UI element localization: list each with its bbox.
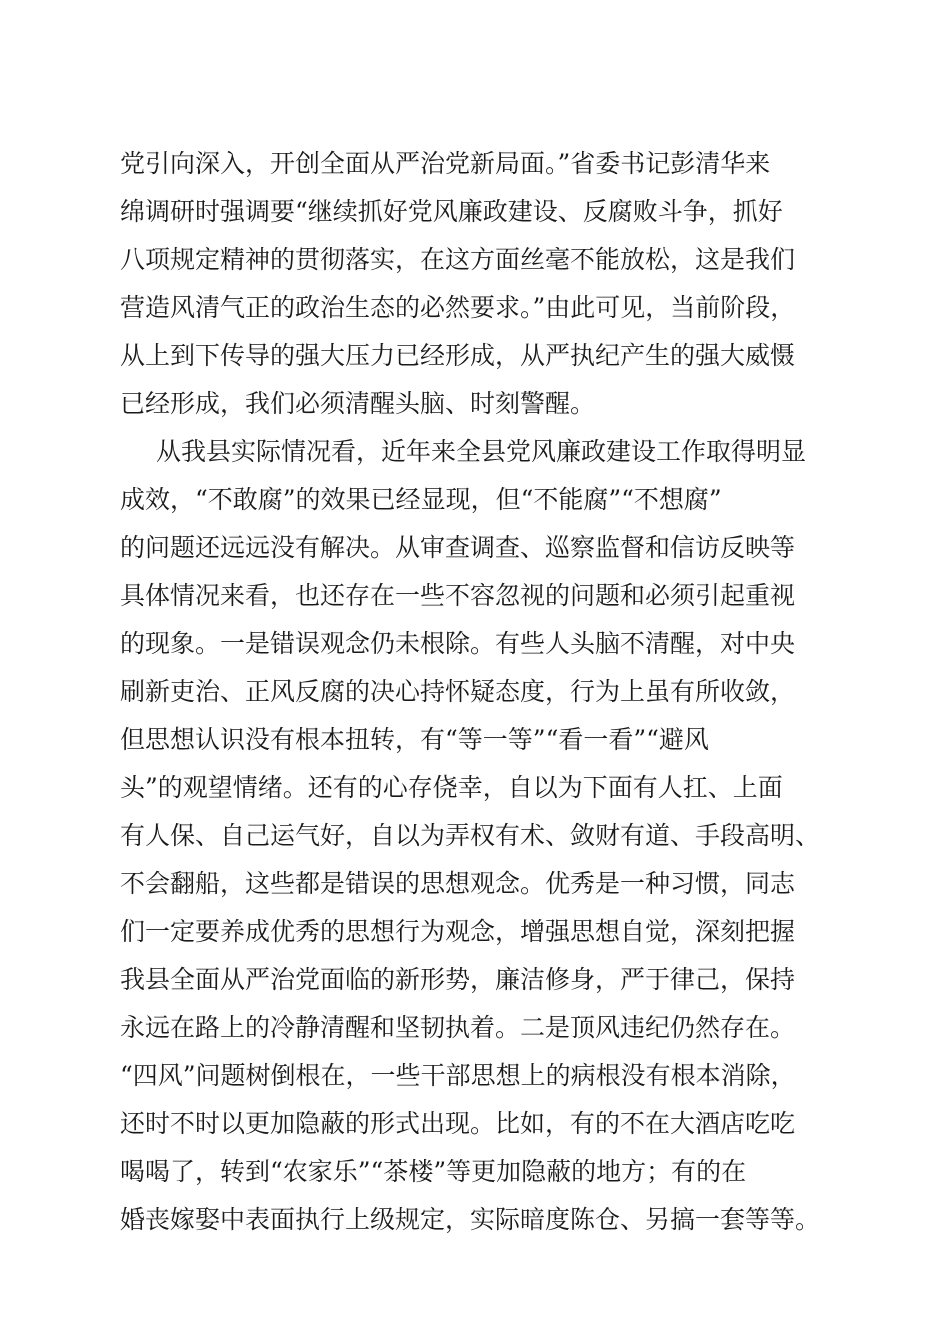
text-line: 不会翻船，这些都是错误的思想观念。优秀是一种习惯，同志 (120, 869, 796, 898)
text-line: 的现象。一是错误观念仍未根除。有些人头脑不清醒，对中央 (120, 629, 796, 658)
body-text (120, 140, 860, 1244)
text-line: 八项规定精神的贯彻落实，在这方面丝毫不能放松，这是我们 (120, 245, 796, 274)
text-line: “四风”问题树倒根在，一些干部思想上的病根没有根本消除， (120, 1061, 796, 1090)
text-line: 已经形成，我们必须清醒头脑、时刻警醒。 (120, 389, 596, 418)
text-line: 党引向深入，开创全面从严治党新局面。”省委书记彭清华来 (120, 149, 771, 178)
paragraph-start-line: 从我县实际情况看，近年来全县党风廉政建设工作取得明显 (156, 437, 807, 466)
text-line: 喝喝了，转到“农家乐”“茶楼”等更加隐蔽的地方；有的在 (120, 1157, 747, 1186)
text-line: 头”的观望情绪。还有的心存侥幸，自以为下面有人扛、上面 (120, 773, 783, 802)
text-line: 永远在路上的冷静清醒和坚韧执着。二是顶风违纪仍然存在。 (120, 1013, 796, 1042)
text-line: 但思想认识没有根本扭转，有“等一等”“看一看”“避风 (120, 725, 709, 754)
text-line: 绵调研时强调要“继续抓好党风廉政建设、反腐败斗争，抓好 (120, 197, 783, 226)
text-line: 的问题还远远没有解决。从审查调查、巡察监督和信访反映等 (120, 533, 796, 562)
text-line: 具体情况来看，也还存在一些不容忽视的问题和必须引起重视 (120, 581, 796, 610)
text-line: 有人保、自己运气好，自以为弄权有术、敛财有道、手段高明、 (120, 821, 821, 850)
text-line: 还时不时以更加隐蔽的形式出现。比如，有的不在大酒店吃吃 (120, 1109, 796, 1138)
text-line: 婚丧嫁娶中表面执行上级规定，实际暗度陈仓、另搞一套等等。 (120, 1205, 821, 1234)
text-line: 从上到下传导的强大压力已经形成，从严执纪产生的强大威慑 (120, 341, 796, 370)
text-line: 我县全面从严治党面临的新形势，廉洁修身，严于律己，保持 (120, 965, 796, 994)
text-line: 成效，“不敢腐”的效果已经显现，但“不能腐”“不想腐” (120, 485, 722, 514)
text-line: 营造风清气正的政治生态的必然要求。”由此可见，当前阶段， (120, 293, 796, 322)
text-line: 刷新吏治、正风反腐的决心持怀疑态度，行为上虽有所收敛， (120, 677, 796, 706)
text-line: 们一定要养成优秀的思想行为观念，增强思想自觉，深刻把握 (120, 917, 796, 946)
